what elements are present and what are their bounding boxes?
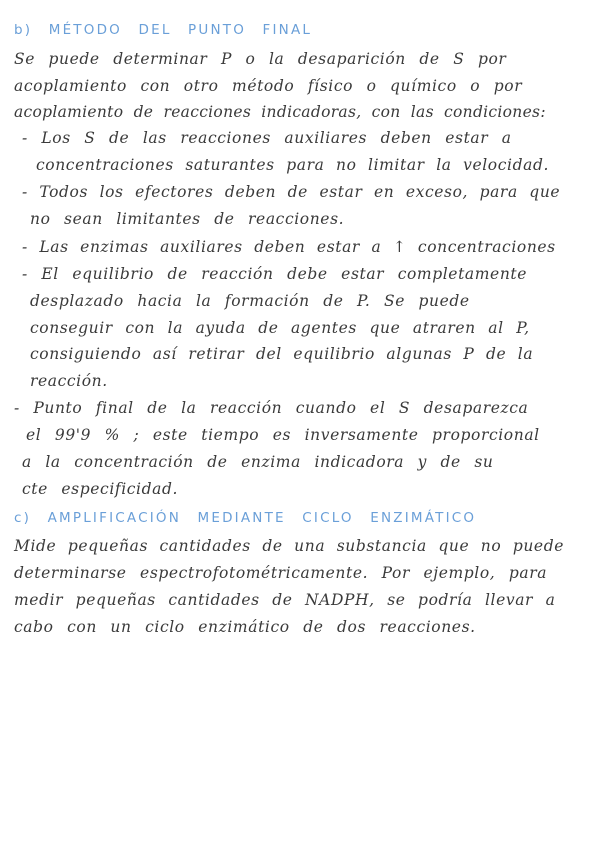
text-line: consiguiendo así retirar del equilibrio algunas P de la <box>30 345 534 363</box>
text-line: acoplamiento con otro método físico o químico o por <box>14 77 523 95</box>
text-line: Mide pequeñas cantidades de una substancia que no puede <box>14 537 565 555</box>
text-line: no sean limitantes de reacciones. <box>30 210 345 228</box>
text-line: reacción. <box>30 372 108 390</box>
section-b-heading: b) MÉTODO DEL PUNTO FINAL <box>14 22 313 38</box>
text-line: a la concentración de enzima indicadora y de su <box>22 453 494 471</box>
text-line: - Punto final de la reacción cuando el S desaparezca <box>14 399 529 417</box>
text-line: - El equilibrio de reacción debe estar completamente <box>22 265 528 283</box>
section-c-heading: c) AMPLIFICACIÓN MEDIANTE CICLO ENZIMÁTICO <box>14 510 477 526</box>
text-line: conseguir con la ayuda de agentes que atraren al P, <box>30 319 530 337</box>
text-line: determinarse espectrofotométricamente. Por ejemplo, para <box>14 564 548 582</box>
text-line: Se puede determinar P o la desaparición de S por <box>14 50 507 68</box>
text-line: desplazado hacia la formación de P. Se puede <box>30 292 470 310</box>
text-line: - Los S de las reacciones auxiliares deben estar a <box>22 129 512 147</box>
text-line: cte especificidad. <box>22 480 179 498</box>
text-line: - Las enzimas auxiliares deben estar a ↑ concentraciones <box>22 238 556 256</box>
text-line: cabo con un ciclo enzimático de dos reacciones. <box>14 618 476 636</box>
text-line: acoplamiento de reacciones indicadoras, con las condiciones: <box>14 103 546 121</box>
text-line: el 99'9 % ; este tiempo es inversamente proporcional <box>26 426 540 444</box>
text-line: - Todos los efectores deben de estar en exceso, para que <box>22 183 561 201</box>
text-line: medir pequeñas cantidades de NADPH, se podría llevar a <box>14 591 556 609</box>
text-line: concentraciones saturantes para no limitar la velocidad. <box>36 156 549 174</box>
